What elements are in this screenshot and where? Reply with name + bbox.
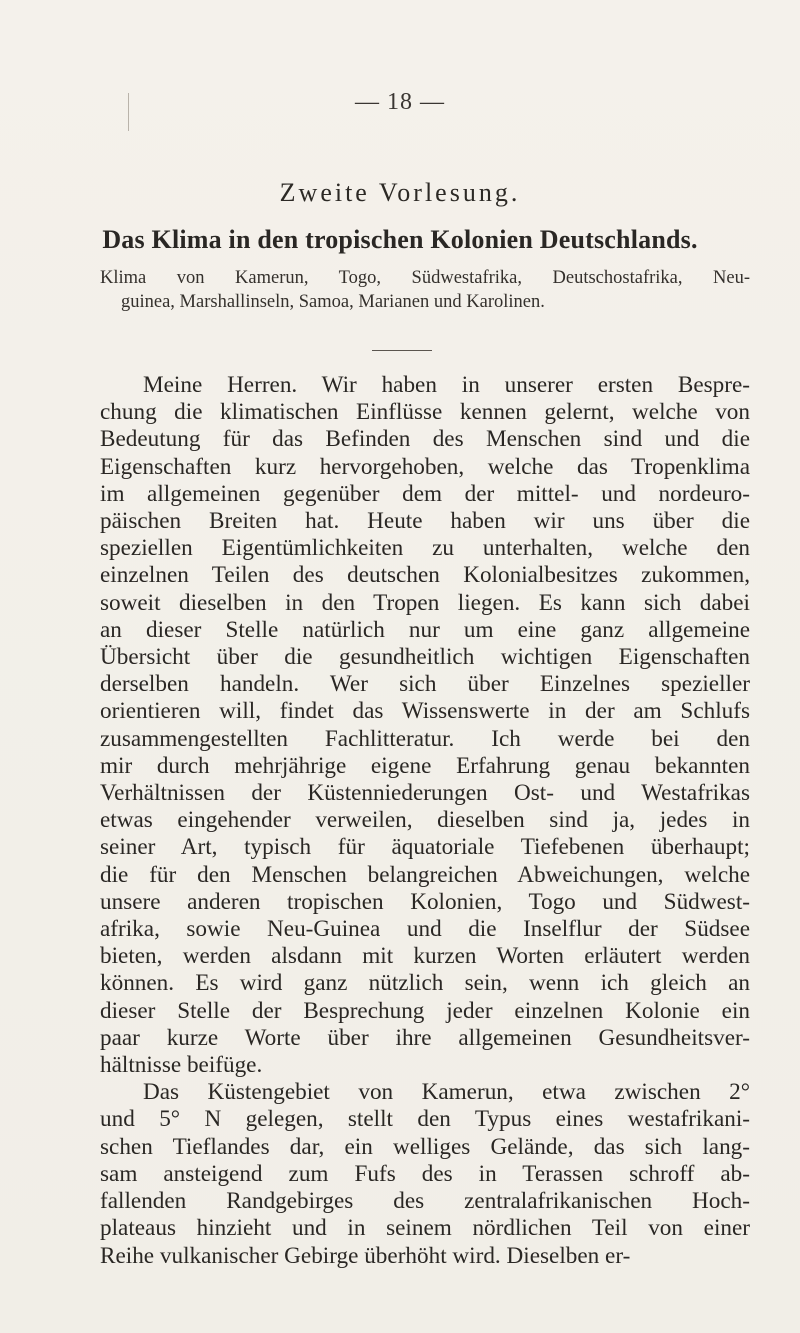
text-line: mir durch mehrjährige eigene Erfahrung genau bekannten [100, 752, 750, 779]
text-line: päischen Breiten hat. Heute haben wir uns über die [100, 508, 750, 535]
text-line: paar kurze Worte über ihre allgemeinen Gesundheitsver- [100, 1024, 750, 1051]
text-line: im allgemeinen gegenüber dem der mittel- und nordeuro- [100, 480, 750, 507]
text-line: an dieser Stelle natürlich nur um eine ganz allgemeine [100, 616, 750, 643]
text-line: die für den Menschen belangreichen Abweichungen, welche [100, 861, 750, 888]
subtitle-line: guinea, Marshallinseln, Samoa, Marianen und Karolinen. [121, 292, 545, 312]
text-line: sam ansteigend zum Fufs des in Terassen schroff ab- [100, 1160, 750, 1187]
text-line: bieten, werden alsdann mit kurzen Worten erläutert werden [100, 943, 750, 970]
text-line: afrika, sowie Neu-Guinea und die Inselflur der Südsee [100, 916, 750, 943]
section-divider [372, 350, 432, 351]
chapter-subtitle [100, 266, 750, 314]
text-line: plateaus hinzieht und in seinem nördlichen Teil von einer [100, 1215, 750, 1242]
text-line: Das Küstengebiet von Kamerun, etwa zwischen 2° [143, 1079, 750, 1106]
text-line: unsere anderen tropischen Kolonien, Togo und Südwest- [100, 888, 750, 915]
text-line: zusammengestellten Fachlitteratur. Ich werde bei den [100, 725, 750, 752]
text-line: können. Es wird ganz nützlich sein, wenn ich gleich an [100, 970, 750, 997]
subtitle-line: Klima von Kamerun, Togo, Südwestafrika, Deutschostafrika, Neu- [100, 268, 750, 288]
text-line: fallenden Randgebirges des zentralafrikanischen Hoch- [100, 1188, 750, 1215]
text-line: hältnisse beifüge. [100, 1052, 263, 1079]
lecture-title: Zweite Vorlesung. [279, 178, 521, 207]
text-line: derselben handeln. Wer sich über Einzelnes spezieller [100, 671, 750, 698]
chapter-heading: Das Klima in den tropischen Kolonien Deutschlands. [102, 225, 698, 254]
text-line: Reihe vulkanischer Gebirge überhöht wird. Dieselben er- [100, 1242, 631, 1269]
text-line: Eigenschaften kurz hervorgehoben, welche das Tropenklima [100, 453, 750, 480]
text-line: schen Tieflandes dar, ein welliges Gelände, das sich lang- [100, 1133, 750, 1160]
text-line: dieser Stelle der Besprechung jeder einzelnen Kolonie ein [100, 997, 750, 1024]
text-line: etwas eingehender verweilen, dieselben sind ja, jedes in [100, 807, 750, 834]
text-line: orientieren will, findet das Wissenswerte in der am Schlufs [100, 698, 750, 725]
text-line: seiner Art, typisch für äquatoriale Tiefebenen überhaupt; [100, 834, 750, 861]
text-line: Übersicht über die gesundheitlich wichtigen Eigenschaften [100, 644, 750, 671]
paragraph-1 [100, 372, 750, 1079]
text-line: Meine Herren. Wir haben in unserer ersten Bespre- [143, 372, 750, 398]
paragraph-2 [100, 1079, 750, 1269]
text-line: speziellen Eigentümlichkeiten zu unterhalten, welche den [100, 535, 750, 562]
text-line: und 5° N gelegen, stellt den Typus eines westafrikani- [100, 1106, 750, 1133]
text-line: soweit dieselben in den Tropen liegen. Es kann sich dabei [100, 589, 750, 616]
text-line: Bedeutung für das Befinden des Menschen sind und die [100, 426, 750, 453]
text-line: einzelnen Teilen des deutschen Kolonialbesitzes zukommen, [100, 562, 750, 589]
text-line: Verhältnissen der Küstenniederungen Ost- und Westafrikas [100, 780, 750, 807]
body-text [100, 372, 750, 1270]
text-line: chung die klimatischen Einflüsse kennen gelernt, welche von [100, 399, 750, 426]
page-number: — 18 — [355, 89, 445, 115]
